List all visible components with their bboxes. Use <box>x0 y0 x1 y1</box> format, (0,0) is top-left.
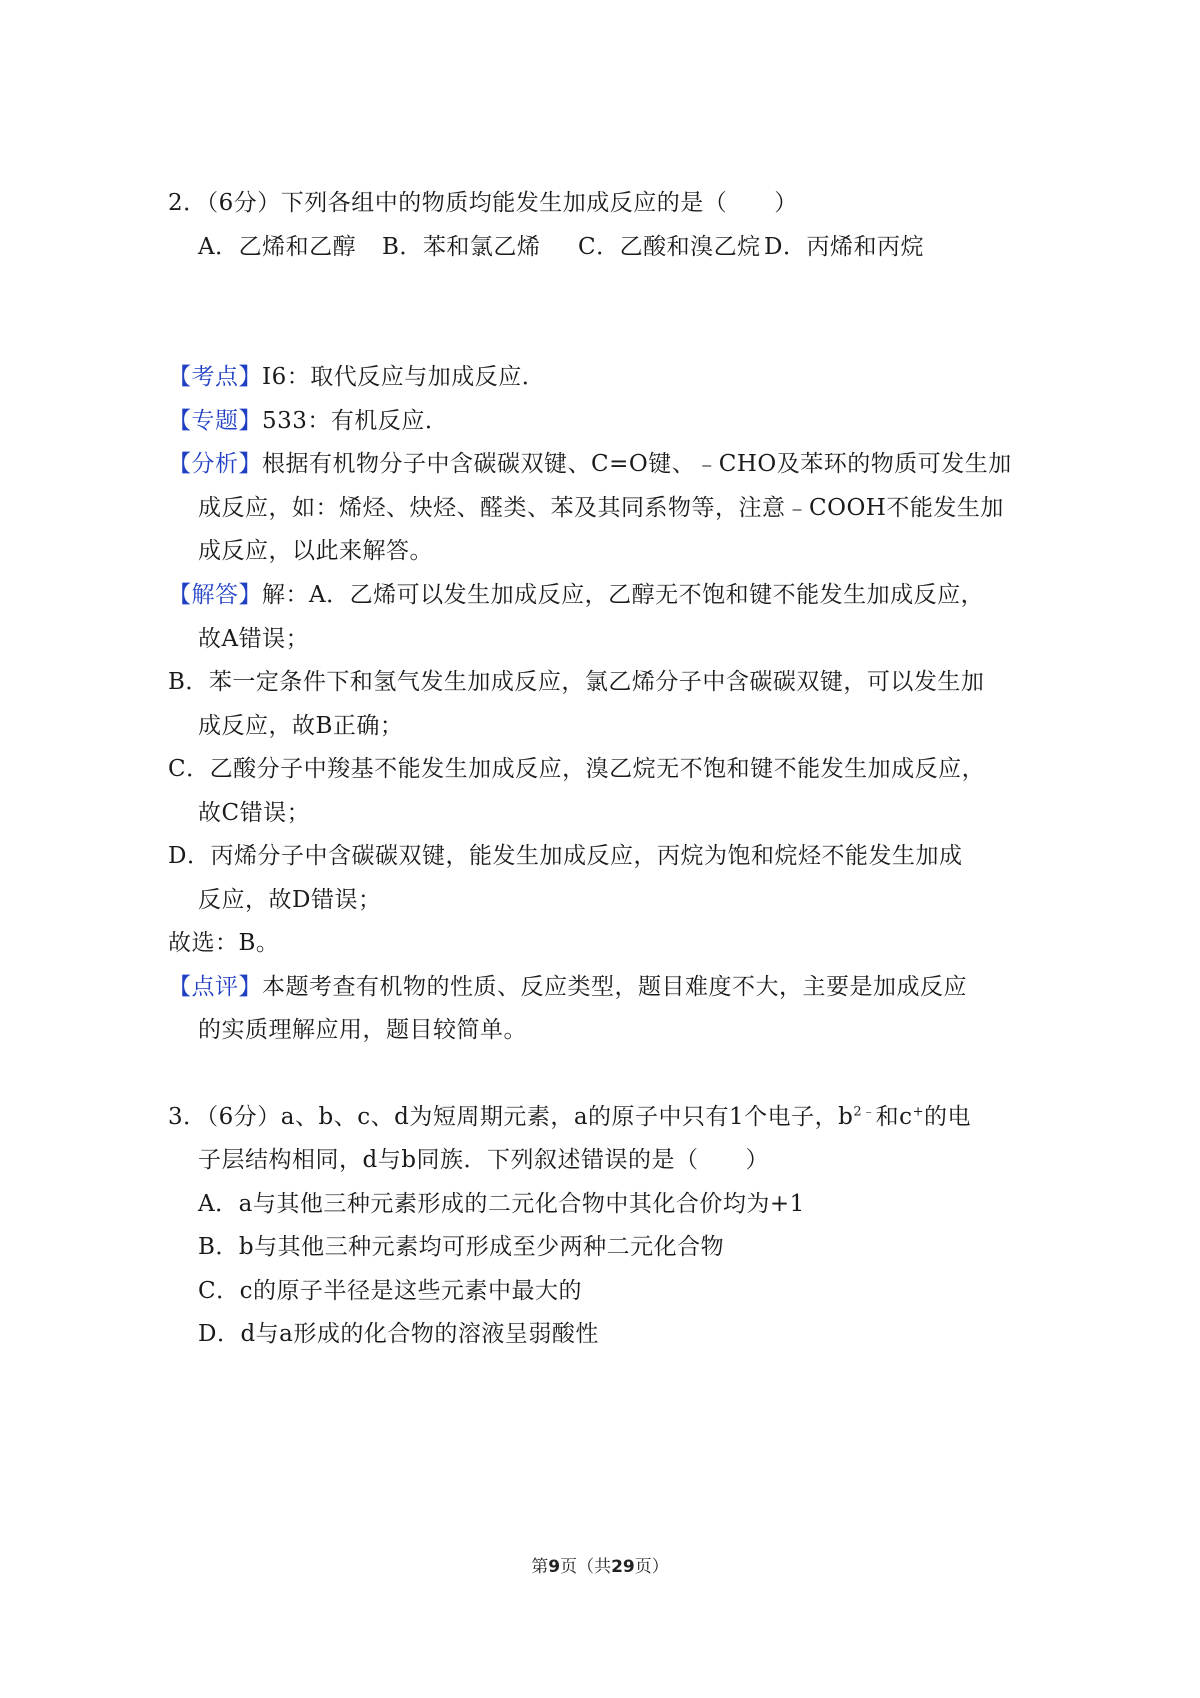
fenxi-tag: 【分析】 <box>168 451 262 477</box>
fenxi-line-1 <box>168 449 1012 479</box>
footer-prefix: 第 <box>531 1557 549 1577</box>
dianping-text-1: 本题考查有机物的性质、反应类型，题目难度不大，主要是加成反应 <box>262 974 967 1000</box>
jieda-line-9: 故选：B。 <box>168 930 280 956</box>
q2-stem-line <box>168 188 798 218</box>
q2-stem: （6分）下列各组中的物质均能发生加成反应的是（ ） <box>206 190 798 216</box>
q3-stem-part-1: （6分）a、b、c、d为短周期元素，a的原子中只有1个电子，b <box>206 1104 854 1130</box>
footer-suffix: 页） <box>634 1557 669 1577</box>
q3-stem-line-1 <box>168 1102 971 1132</box>
kaodian-line <box>168 362 545 392</box>
dianping-line-1 <box>168 972 967 1002</box>
q2-option-d: D．丙烯和丙烷 <box>764 234 924 260</box>
q3-option-b: B．b与其他三种元素均可形成至少两种二元化合物 <box>198 1234 725 1260</box>
dianping-line-2: 的实质理解应用，题目较简单。 <box>198 1017 527 1043</box>
q3-option-c: C．c的原子半径是这些元素中最大的 <box>198 1278 582 1304</box>
kaodian-text: I6：取代反应与加成反应． <box>262 364 546 390</box>
zhuanti-line <box>168 406 448 436</box>
q3-superscript-2: + <box>912 1104 924 1120</box>
q3-stem-line-2: 子层结构相同，d与b同族．下列叙述错误的是（ ） <box>198 1147 769 1173</box>
q3-option-a: A．a与其他三种元素形成的二元化合物中其化合价均为+1 <box>198 1191 805 1217</box>
jieda-line-3: B．苯一定条件下和氢气发生加成反应，氯乙烯分子中含碳碳双键，可以发生加 <box>168 669 985 695</box>
q3-stem-part-2: 和c <box>875 1104 913 1130</box>
q2-option-b: B．苯和氯乙烯 <box>382 234 541 260</box>
footer-total-pages: 29 <box>611 1557 635 1577</box>
q2-option-a: A．乙烯和乙醇 <box>198 234 357 260</box>
fenxi-line-3: 成反应，以此来解答。 <box>198 538 433 564</box>
fenxi-line-2: 成反应，如：烯烃、炔烃、醛类、苯及其同系物等，注意﹣COOH不能发生加 <box>198 495 1004 521</box>
q2-option-c: C．乙酸和溴乙烷 <box>578 234 761 260</box>
jieda-line-1 <box>168 580 984 610</box>
q3-option-d: D．d与a形成的化合物的溶液呈弱酸性 <box>198 1321 599 1347</box>
jieda-tag: 【解答】 <box>168 582 262 608</box>
q3-stem-part-3: 的电 <box>923 1104 971 1130</box>
footer-page-number: 9 <box>548 1557 561 1577</box>
zhuanti-tag: 【专题】 <box>168 408 262 434</box>
jieda-line-2: 故A错误； <box>198 626 310 652</box>
zhuanti-text: 533：有机反应． <box>262 408 449 434</box>
q3-number: 3． <box>168 1104 207 1130</box>
fenxi-text-1: 根据有机物分子中含碳碳双键、C=O键、﹣CHO及苯环的物质可发生加 <box>262 451 1012 477</box>
q3-superscript-1: 2﹣ <box>853 1104 876 1120</box>
jieda-line-8: 反应，故D错误； <box>198 887 382 913</box>
jieda-line-7: D．丙烯分子中含碳碳双键，能发生加成反应，丙烷为饱和烷烃不能发生加成 <box>168 843 963 869</box>
jieda-line-5: C．乙酸分子中羧基不能发生加成反应，溴乙烷无不饱和键不能发生加成反应， <box>168 756 986 782</box>
q2-number: 2． <box>168 190 207 216</box>
jieda-text-1: 解：A．乙烯可以发生加成反应，乙醇无不饱和键不能发生加成反应， <box>262 582 985 608</box>
kaodian-tag: 【考点】 <box>168 364 262 390</box>
dianping-tag: 【点评】 <box>168 974 262 1000</box>
jieda-line-6: 故C错误； <box>198 800 311 826</box>
footer-middle: 页（共 <box>560 1557 612 1577</box>
page-footer <box>0 1555 1200 1579</box>
jieda-line-4: 成反应，故B正确； <box>198 713 404 739</box>
